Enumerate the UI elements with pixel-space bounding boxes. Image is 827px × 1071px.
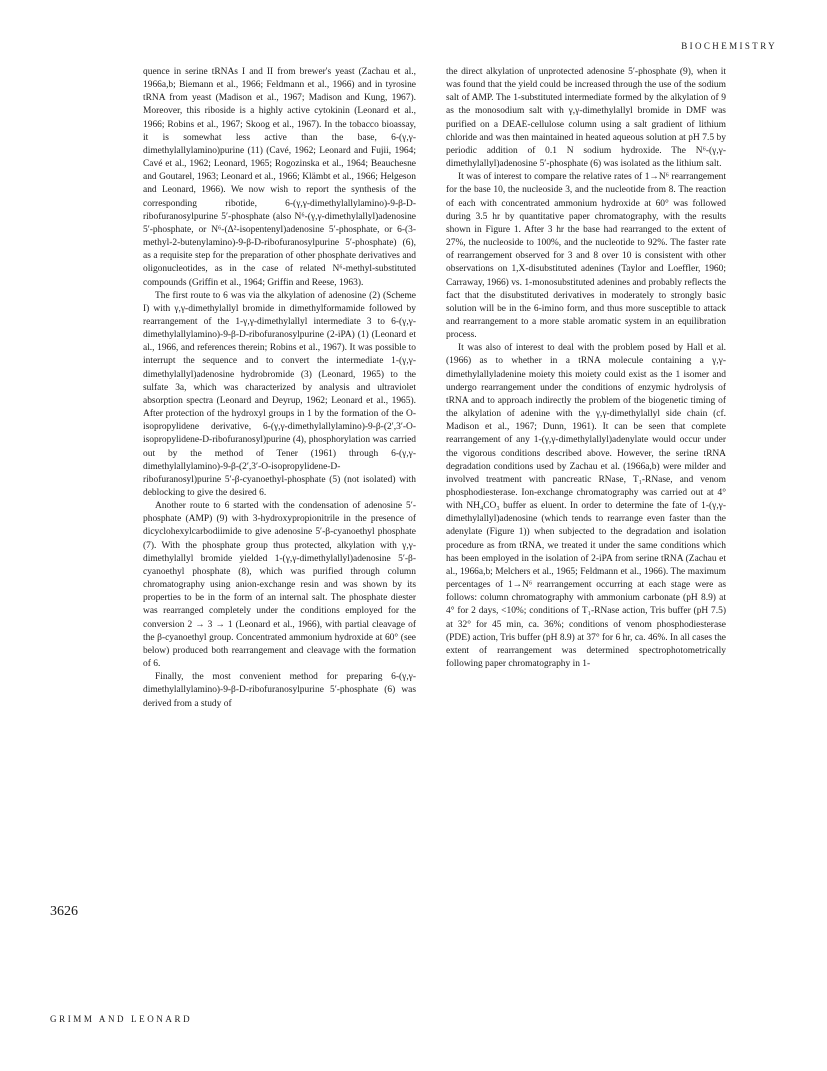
- paragraph: Another route to 6 started with the condensation of adenosine 5′-phosphate (AMP) (9) with 3-hydroxypropionitrile in the presence of dicyclohexylcarbodiimide to give adenosine 5′-β-cyanoethyl phosphate (7). With the phosphate group thus protected, alkylation with γ,γ-dimethylallyl bromide yielded 1-(γ,γ-dimethylallyl)adenosine 5′-β-cyanoethyl phosphate (8), which was purified through column chromatography using anion-exchange resin and was shown by its properties to be in the form of an internal salt. The phosphate diester was rearranged completely under the conditions employed for the conversion 2 → 3 → 1 (Leonard et al., 1966), with partial cleavage of the β-cyanoethyl group. Concentrated ammonium hydroxide at 60° (see below) produced both rearrangement and cleavage with the formation of 6.: [143, 501, 416, 670]
- paragraph: It was also of interest to deal with the problem posed by Hall et al. (1966) as to whether in a tRNA molecule containing a γ,γ-dimethylallyladenine moiety this moiety could exist as the 1 isomer and undergo rearrangement under the conditions of enzymic hydrolysis of tRNA and to approach indirectly the problem of the biogenetic timing of the alkylation of adenine with the γ,γ-dimethylallyl side chain (cf. Madison et al., 1967; Dunn, 1961). It can be seen that complete rearrangement of any 1-(γ,γ-dimethylallyl)adenylate would occur under the vigorous conditions described above. However, the serine tRNA degradation conditions used by Zachau et al. (1966a,b) were milder and involved treatment with pancreatic RNase, T₁-RNase, and venom phosphodiesterase. Ion-exchange chromatography was carried out at 4° with NH₄CO₃ buffer as eluent. In order to determine the fate of 1-(γ,γ-dimethylallyl)adenosine (which tends to rearrange even faster than the adenylate (Figure 1)) when subjected to the degradation and isolation procedure as from tRNA, we treated it under the same conditions which has been employed in the isolation of 2-iPA from serine tRNA (Zachau et al., 1966a,b; Melchers et al., 1965; Feldmann et al., 1966). The maximum percentages of 1→N⁶ rearrangement occurring at each stage were as follows: column chromatography with ammonium carbonate (pH 8.9) at 4° for 2 days, <10%; conditions of T₁-RNase action, Tris buffer (pH 7.5) at 32° for 45 min, ca. 36%; conditions of venom phosphodiesterase (PDE) action, Tris buffer (pH 8.9) at 37° for 6 hr, ca. 46%. In all cases the extent of rearrangement was determined spectrophotometrically following paper chromatography in 1-: [446, 343, 726, 670]
- left-text-column: [143, 66, 416, 711]
- paragraph: the direct alkylation of unprotected adenosine 5′-phosphate (9), when it was found that the yield could be increased through the use of the sodium salt of AMP. The 1-substituted intermediate formed by the alkylation of 9 as the monosodium salt with γ,γ-dimethylallyl bromide in DMF was purified on a DEAE-cellulose column using a salt gradient of lithium chloride and was then maintained in heated aqueous solution at pH 7.5 by periodic addition of 0.1 N sodium hydroxide. The N⁶-(γ,γ-dimethylallyl)adenosine 5′-phosphate (6) was isolated as the lithium salt.: [446, 67, 726, 170]
- page-number: 3626: [50, 904, 78, 919]
- paragraph: quence in serine tRNAs I and II from brewer's yeast (Zachau et al., 1966a,b; Biemann et al., 1966; Feldmann et al., 1966) and in tyrosine tRNA from yeast (Madison et al., 1967; Madison and Kung, 1967). Moreover, this riboside is a highly active cytokinin (Leonard et al., 1966; Robins et al., 1967; Skoog et al., 1967). In the tobacco bioassay, it is somewhat less active than the base, 6-(γ,γ-dimethylallylamino)purine (11) (Cavé, 1962; Leonard and Fujii, 1964; Cavé et al., 1962; Leonard, 1965; Rogozinska et al., 1964; Beauchesne and Goutarel, 1963; Leonard et al., 1966; Klämbt et al., 1966; Helgeson and Leonard, 1966). We now wish to report the synthesis of the corresponding ribotide, 6-(γ,γ-dimethylallylamino)-9-β-D-ribofuranosylpurine 5′-phosphate (also N⁶-(γ,γ-dimethylallyl)adenosine 5′-phosphate, or N⁶-(Δ²-isopentenyl)adenosine 5′-phosphate, or 6-(3-methyl-2-butenylamino)-9-β-D-ribofuranosylpurine 5′-phosphate) (6), as a requisite step for the preparation of other phosphate derivatives and oligonucleotides, as in the case of related N⁶-methyl-substituted compounds (Griffin et al., 1964; Griffin and Reese, 1963).: [143, 67, 416, 288]
- paragraph: Finally, the most convenient method for preparing 6-(γ,γ-dimethylallylamino)-9-β-D-ribofuranosylpurine 5′-phosphate (6) was derived from a study of: [143, 672, 416, 709]
- paragraph: The first route to 6 was via the alkylation of adenosine (2) (Scheme I) with γ,γ-dimethylallyl bromide in dimethylformamide followed by rearrangement of the 1-γ,γ-dimethylallyl intermediate 3 to 6-(γ,γ-dimethylallylamino)-9-β-D-ribofuranosylpurine (2-iPA) (1) (Leonard et al., 1966, and references therein; Robins et al., 1967). It was possible to interrupt the sequence and to convert the intermediate 1-(γ,γ-dimethylallyl)adenosine hydrobromide (3) (Leonard, 1965) to the sulfate 3a, which was characterized by analysis and ultraviolet absorption spectra (Leonard and Deyrup, 1962; Leonard et al., 1965). After protection of the hydroxyl groups in 1 by the formation of the O-isopropylidene derivative, 6-(γ,γ-dimethylallylamino)-9-β-(2′,3′-O-isopropylidene-D-ribofuranosyl)purine (4), phosphorylation was carried out by the method of Tener (1961) through 6-(γ,γ-dimethylallylamino)-9-β-(2′,3′-O-isopropylidene-D-ribofuranosyl)purine 5′-β-cyanoethyl-phosphate (5) (not isolated) with deblocking to give the desired 6.: [143, 290, 416, 498]
- right-text-column: [446, 66, 726, 671]
- running-footer-authors: GRIMM AND LEONARD: [50, 1014, 193, 1024]
- paragraph: It was of interest to compare the relative rates of 1→N⁶ rearrangement for the base 10, the nucleoside 3, and the nucleotide from 8. The reaction of each with concentrated ammonium hydroxide at 60° was followed during 3.5 hr by quantitative paper chromatography, with the results shown in Figure 1. After 3 hr the base had rearranged to the extent of 27%, the nucleoside to 100%, and the nucleotide to 92%. The faster rate of rearrangement observed for 3 and 8 over 10 is consistent with other observations on 1,X-disubstituted adenines (Taylor and Loeffler, 1960; Carraway, 1966) vs. 1-monosubstituted adenines and probably reflects the fact that the disubstituted derivatives in moderately to strongly basic solution will be in the 6-imino form, and thus more susceptible to attack and rearrangement to a more stable aromatic system in an equilibration process.: [446, 172, 726, 341]
- journal-name: BIOCHEMISTRY: [681, 41, 777, 51]
